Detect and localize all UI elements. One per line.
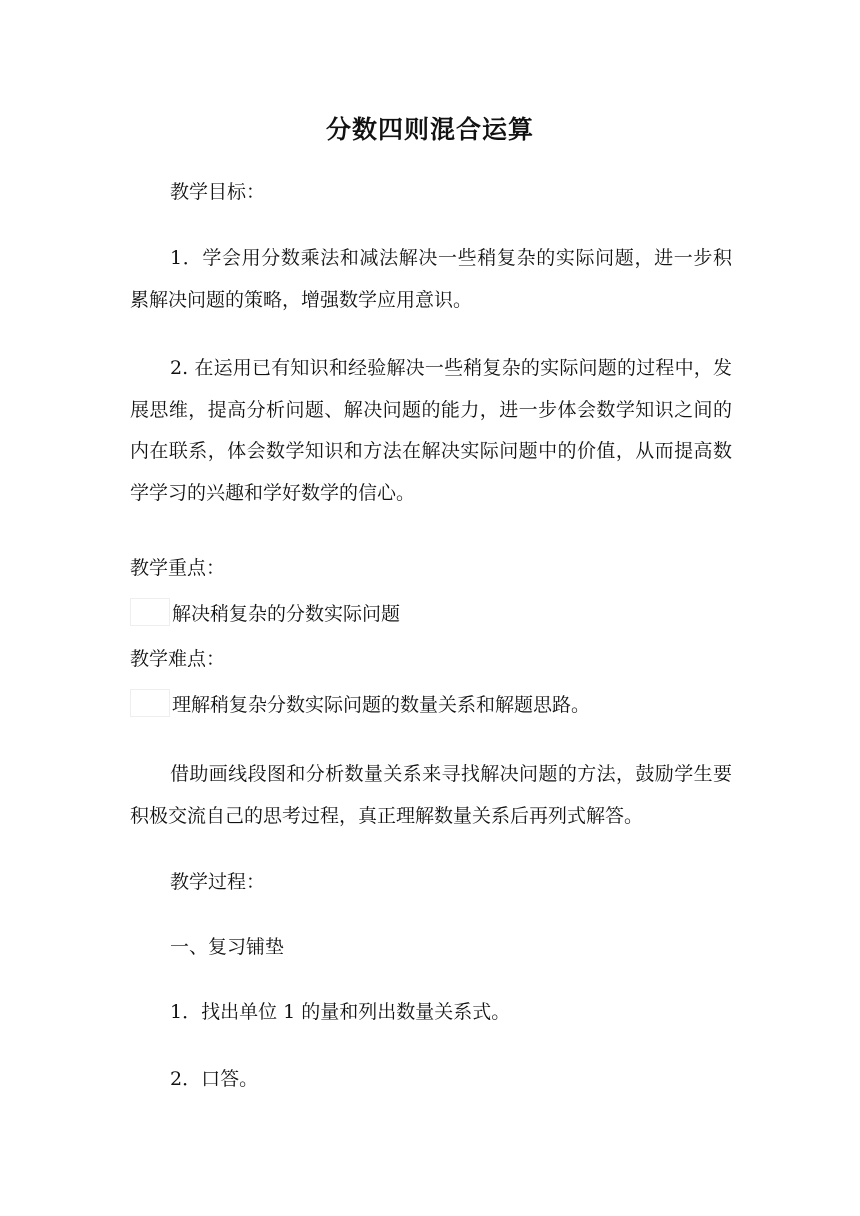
step-2: 2．口答。 (170, 1068, 259, 1090)
indent-box (130, 598, 170, 626)
section-review: 一、复习铺垫 (170, 936, 285, 958)
objective-2: 2. 在运用已有知识和经验解决一些稍复杂的实际问题的过程中，发展思维，提高分析问题、解决问题的能力，进一步体会数学知识之间的内在联系，体会数学知识和方法在解决实际问题中的价值，从而提高数学学习的兴趣和学好数学的信心。 (130, 357, 732, 504)
key-points-heading: 教学重点： (130, 557, 226, 579)
objectives-heading: 教学目标： (170, 181, 266, 203)
key-points-line (130, 597, 400, 627)
document-title: 分数四则混合运算 (325, 115, 534, 144)
process-heading: 教学过程： (170, 871, 266, 893)
key-points-text: 解决稍复杂的分数实际问题 (172, 602, 401, 625)
difficulty-heading: 教学难点： (130, 648, 226, 670)
method-paragraph: 借助画线段图和分析数量关系来寻找解决问题的方法，鼓励学生要积极交流自己的思考过程，真正理解数量关系后再列式解答。 (130, 763, 732, 827)
objective-1: 1．学会用分数乘法和减法解决一些稍复杂的实际问题，进一步积累解决问题的策略，增强数学应用意识。 (130, 247, 732, 311)
indent-box (130, 689, 170, 717)
step-1: 1．找出单位 1 的量和列出数量关系式。 (170, 1001, 511, 1023)
difficulty-text: 理解稍复杂分数实际问题的数量关系和解题思路。 (172, 693, 591, 716)
difficulty-line (130, 688, 590, 718)
